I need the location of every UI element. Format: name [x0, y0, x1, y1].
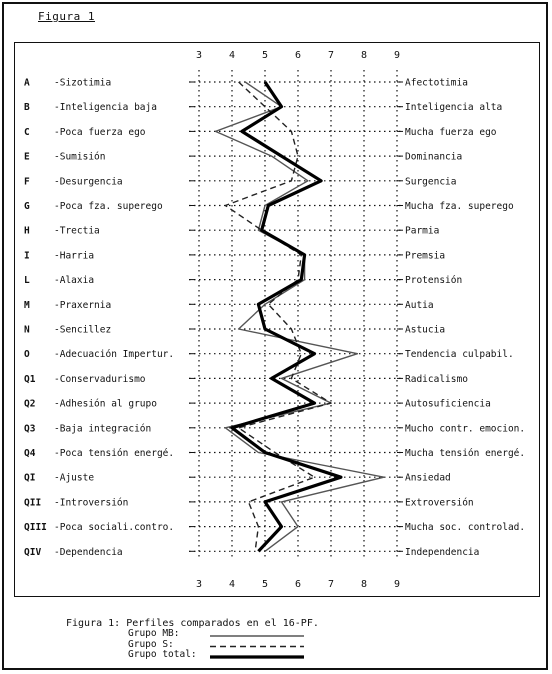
x-tick-label-bottom: 7 [327, 579, 335, 590]
row-left-label: -Adecuación Impertur. [54, 349, 175, 361]
row-right-label: Afectotimia [405, 77, 468, 89]
x-tick-label-top: 4 [228, 50, 236, 61]
x-tick-label-bottom: 6 [294, 579, 302, 590]
row-left-label: -Poca tensión energé. [54, 448, 175, 459]
row-right-label: Surgencia [405, 176, 457, 188]
figure-label: Figura 1 [38, 10, 95, 23]
row-right-label: Autosuficiencia [405, 398, 491, 410]
x-tick-label-top: 7 [327, 50, 335, 61]
row-code: C [24, 126, 30, 138]
row-left-label: -Poca fuerza ego [54, 126, 146, 138]
x-tick-label-bottom: 9 [393, 579, 401, 590]
row-right-label: Autia [405, 299, 434, 311]
row-right-label: Independencia [405, 546, 480, 558]
legend-label: Grupo total: [128, 649, 197, 660]
row-left-label: -Desurgencia [54, 176, 123, 188]
row-right-label: Inteligencia alta [405, 102, 503, 114]
row-left-label: -Harria [54, 250, 95, 262]
row-left-label: -Baja integración [54, 423, 152, 435]
x-tick-label-top: 9 [393, 50, 401, 61]
x-tick-label-top: 5 [261, 50, 269, 61]
row-left-label: -Alaxia [54, 275, 95, 287]
row-code: Q3 [24, 423, 36, 435]
row-left-label: -Sencillez [54, 324, 112, 336]
row-code: Q1 [24, 373, 36, 385]
row-right-label: Mucha tensión energé. [405, 448, 526, 459]
x-tick-label-bottom: 8 [360, 579, 368, 590]
profile-chart [4, 4, 550, 672]
row-code: Q4 [24, 448, 36, 459]
row-left-label: -Adhesión al grupo [54, 398, 157, 410]
x-tick-label-top: 8 [360, 50, 368, 61]
row-code: N [24, 324, 30, 336]
row-right-label: Astucia [405, 324, 446, 336]
row-right-label: Mucha fuerza ego [405, 126, 497, 138]
x-tick-label-top: 3 [195, 50, 203, 61]
row-right-label: Protensión [405, 275, 463, 287]
row-left-label: -Introversión [54, 497, 129, 509]
row-code: QII [24, 497, 42, 509]
x-tick-label-bottom: 4 [228, 579, 236, 590]
row-left-label: -Sizotimia [54, 77, 112, 89]
figure-frame [2, 2, 548, 670]
row-left-label: -Praxernia [54, 299, 112, 311]
row-code: O [24, 349, 30, 361]
legend-label: Grupo MB: [128, 628, 180, 639]
row-left-label: -Poca fza. superego [54, 201, 163, 212]
row-left-label: -Dependencia [54, 546, 123, 558]
row-left-label: -Inteligencia baja [54, 102, 157, 114]
row-code: M [24, 299, 30, 311]
row-code: F [24, 176, 30, 188]
row-left-label: -Trectia [54, 225, 100, 237]
x-tick-label-top: 6 [294, 50, 302, 61]
row-code: B [24, 102, 30, 114]
row-right-label: Mucha fza. superego [405, 201, 514, 212]
row-right-label: Radicalismo [405, 373, 468, 385]
legend-label: Grupo S: [128, 638, 174, 650]
row-right-label: Extroversión [405, 497, 474, 509]
x-tick-label-bottom: 3 [195, 579, 203, 590]
row-right-label: Mucha soc. controlad. [405, 522, 526, 534]
row-right-label: Ansiedad [405, 472, 451, 484]
row-right-label: Premsia [405, 250, 446, 262]
row-code: A [24, 77, 30, 89]
row-code: I [24, 250, 30, 262]
row-left-label: -Conservadurismo [54, 373, 146, 385]
row-code: QIII [24, 522, 47, 534]
row-left-label: -Sumisión [54, 151, 106, 163]
row-right-label: Tendencia culpabil. [405, 349, 514, 361]
x-tick-label-bottom: 5 [261, 579, 269, 590]
row-code: QI [24, 472, 36, 484]
row-code: E [24, 151, 30, 163]
row-code: QIV [24, 546, 42, 558]
row-code: Q2 [24, 398, 36, 410]
series-line-grupo-mb [216, 82, 384, 551]
row-code: G [24, 201, 30, 212]
row-left-label: -Poca sociali.contro. [54, 522, 175, 534]
series-line-grupo-total [232, 82, 341, 551]
row-code: H [24, 225, 30, 237]
row-right-label: Parmia [405, 225, 440, 237]
row-left-label: -Ajuste [54, 472, 95, 484]
row-right-label: Mucho contr. emocion. [405, 423, 526, 435]
row-right-label: Dominancia [405, 151, 463, 163]
figure-caption: Figura 1: Perfiles comparados en el 16-PF. [66, 618, 319, 629]
row-code: L [24, 275, 30, 287]
